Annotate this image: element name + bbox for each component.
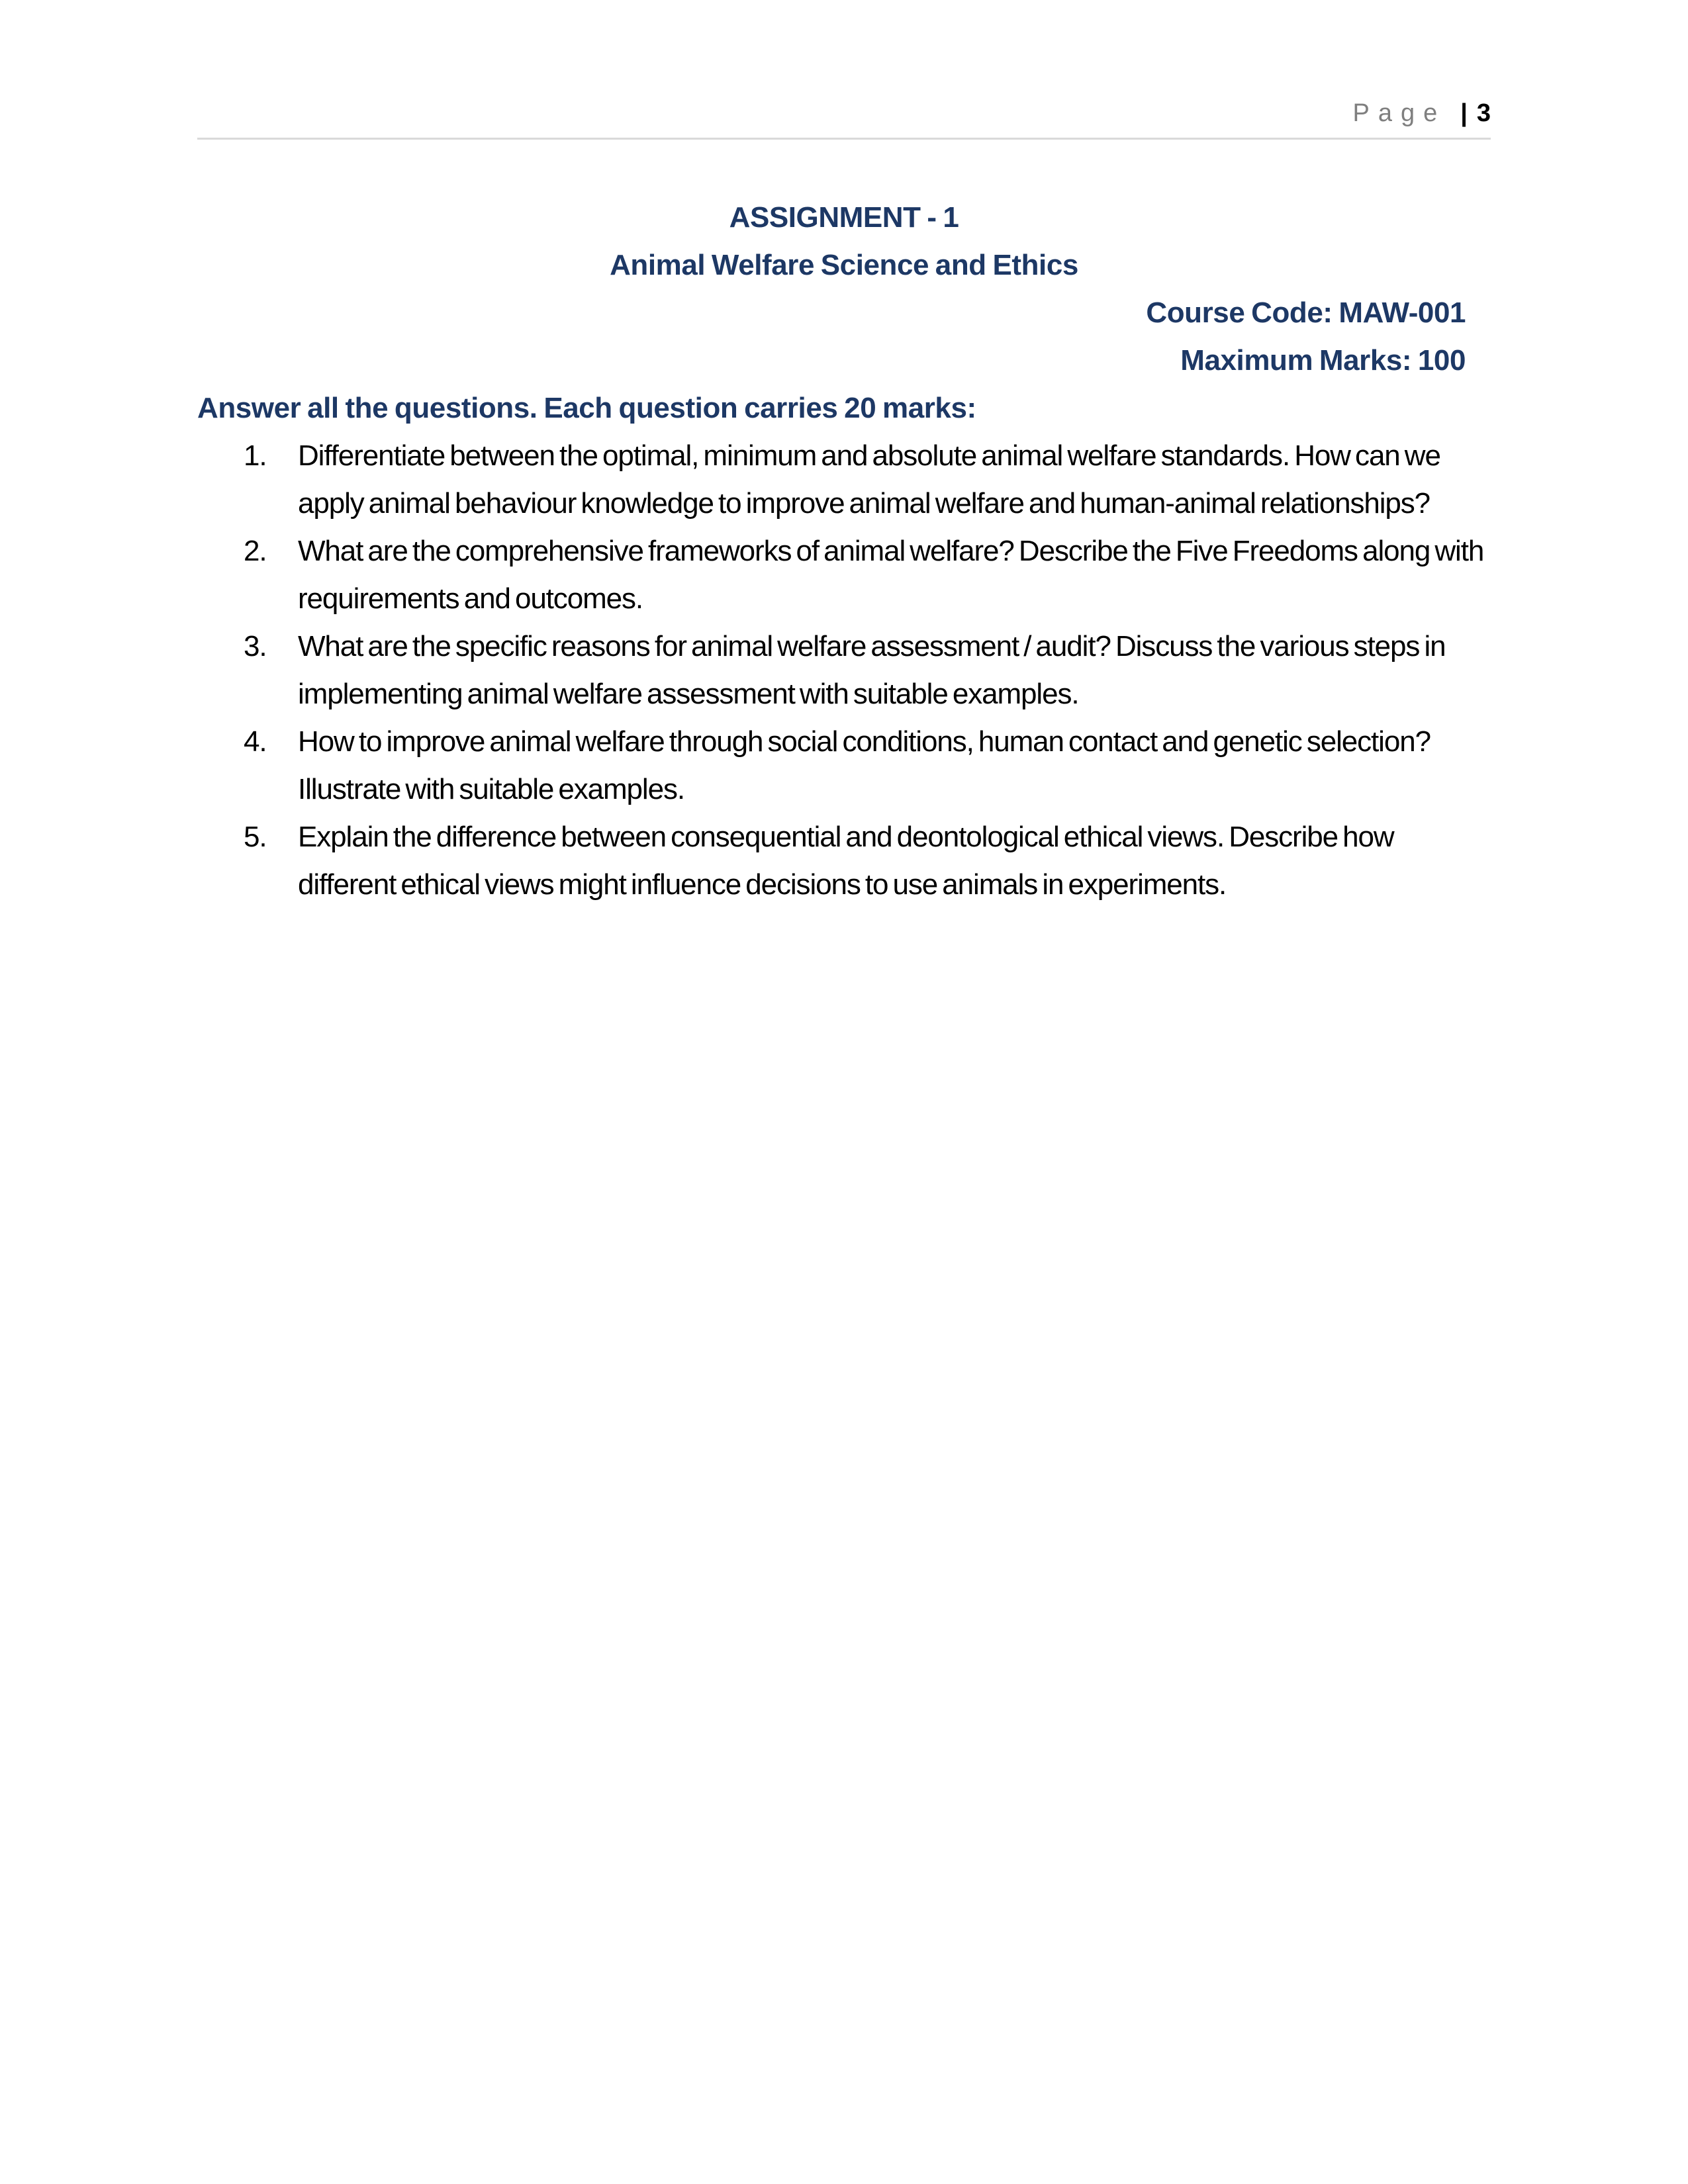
- question-list: [197, 432, 1491, 909]
- question-number: 1.: [244, 439, 267, 472]
- page-number: 3: [1476, 99, 1491, 127]
- question-number: 2.: [244, 535, 267, 567]
- question-text: How to improve animal welfare through social conditions, human contact and genetic selection? Illustrate with suitable examples.: [298, 725, 1430, 805]
- instruction-line: Answer all the questions. Each question carries 20 marks:: [197, 392, 976, 424]
- question-item-1: [244, 432, 1491, 527]
- question-item-2: [244, 527, 1491, 623]
- question-number: 5.: [244, 821, 267, 853]
- question-text: Explain the difference between consequential and deontological ethical views. Describe how different ethical views might influence decisions to use animals in experiments.: [298, 821, 1394, 901]
- document-body: [197, 194, 1491, 909]
- page-header: [197, 0, 1491, 140]
- question-number: 4.: [244, 725, 267, 758]
- assignment-title: ASSIGNMENT - 1: [729, 201, 959, 234]
- question-item-4: [244, 718, 1491, 813]
- question-text: Differentiate between the optimal, minimum and absolute animal welfare standards. How can we apply animal behaviour knowledge to improve animal welfare and human-animal relationships?: [298, 439, 1440, 520]
- question-number: 3.: [244, 630, 267, 662]
- maximum-marks-line: Maximum Marks: 100: [1180, 344, 1466, 377]
- question-text: What are the specific reasons for animal welfare assessment / audit? Discuss the various steps in implementing animal welfare assessment with suitable examples.: [298, 630, 1446, 710]
- page-number-indicator: [197, 98, 1491, 128]
- course-subtitle: Animal Welfare Science and Ethics: [610, 249, 1078, 281]
- course-code-line: Course Code: MAW-001: [1146, 296, 1466, 329]
- question-item-5: [244, 813, 1491, 909]
- page-separator: |: [1460, 99, 1468, 127]
- page-label: Page: [1352, 99, 1446, 127]
- question-item-3: [244, 623, 1491, 718]
- question-text: What are the comprehensive frameworks of animal welfare? Describe the Five Freedoms along with requirements and outcomes.: [298, 535, 1484, 615]
- header-rule-divider: [197, 138, 1491, 140]
